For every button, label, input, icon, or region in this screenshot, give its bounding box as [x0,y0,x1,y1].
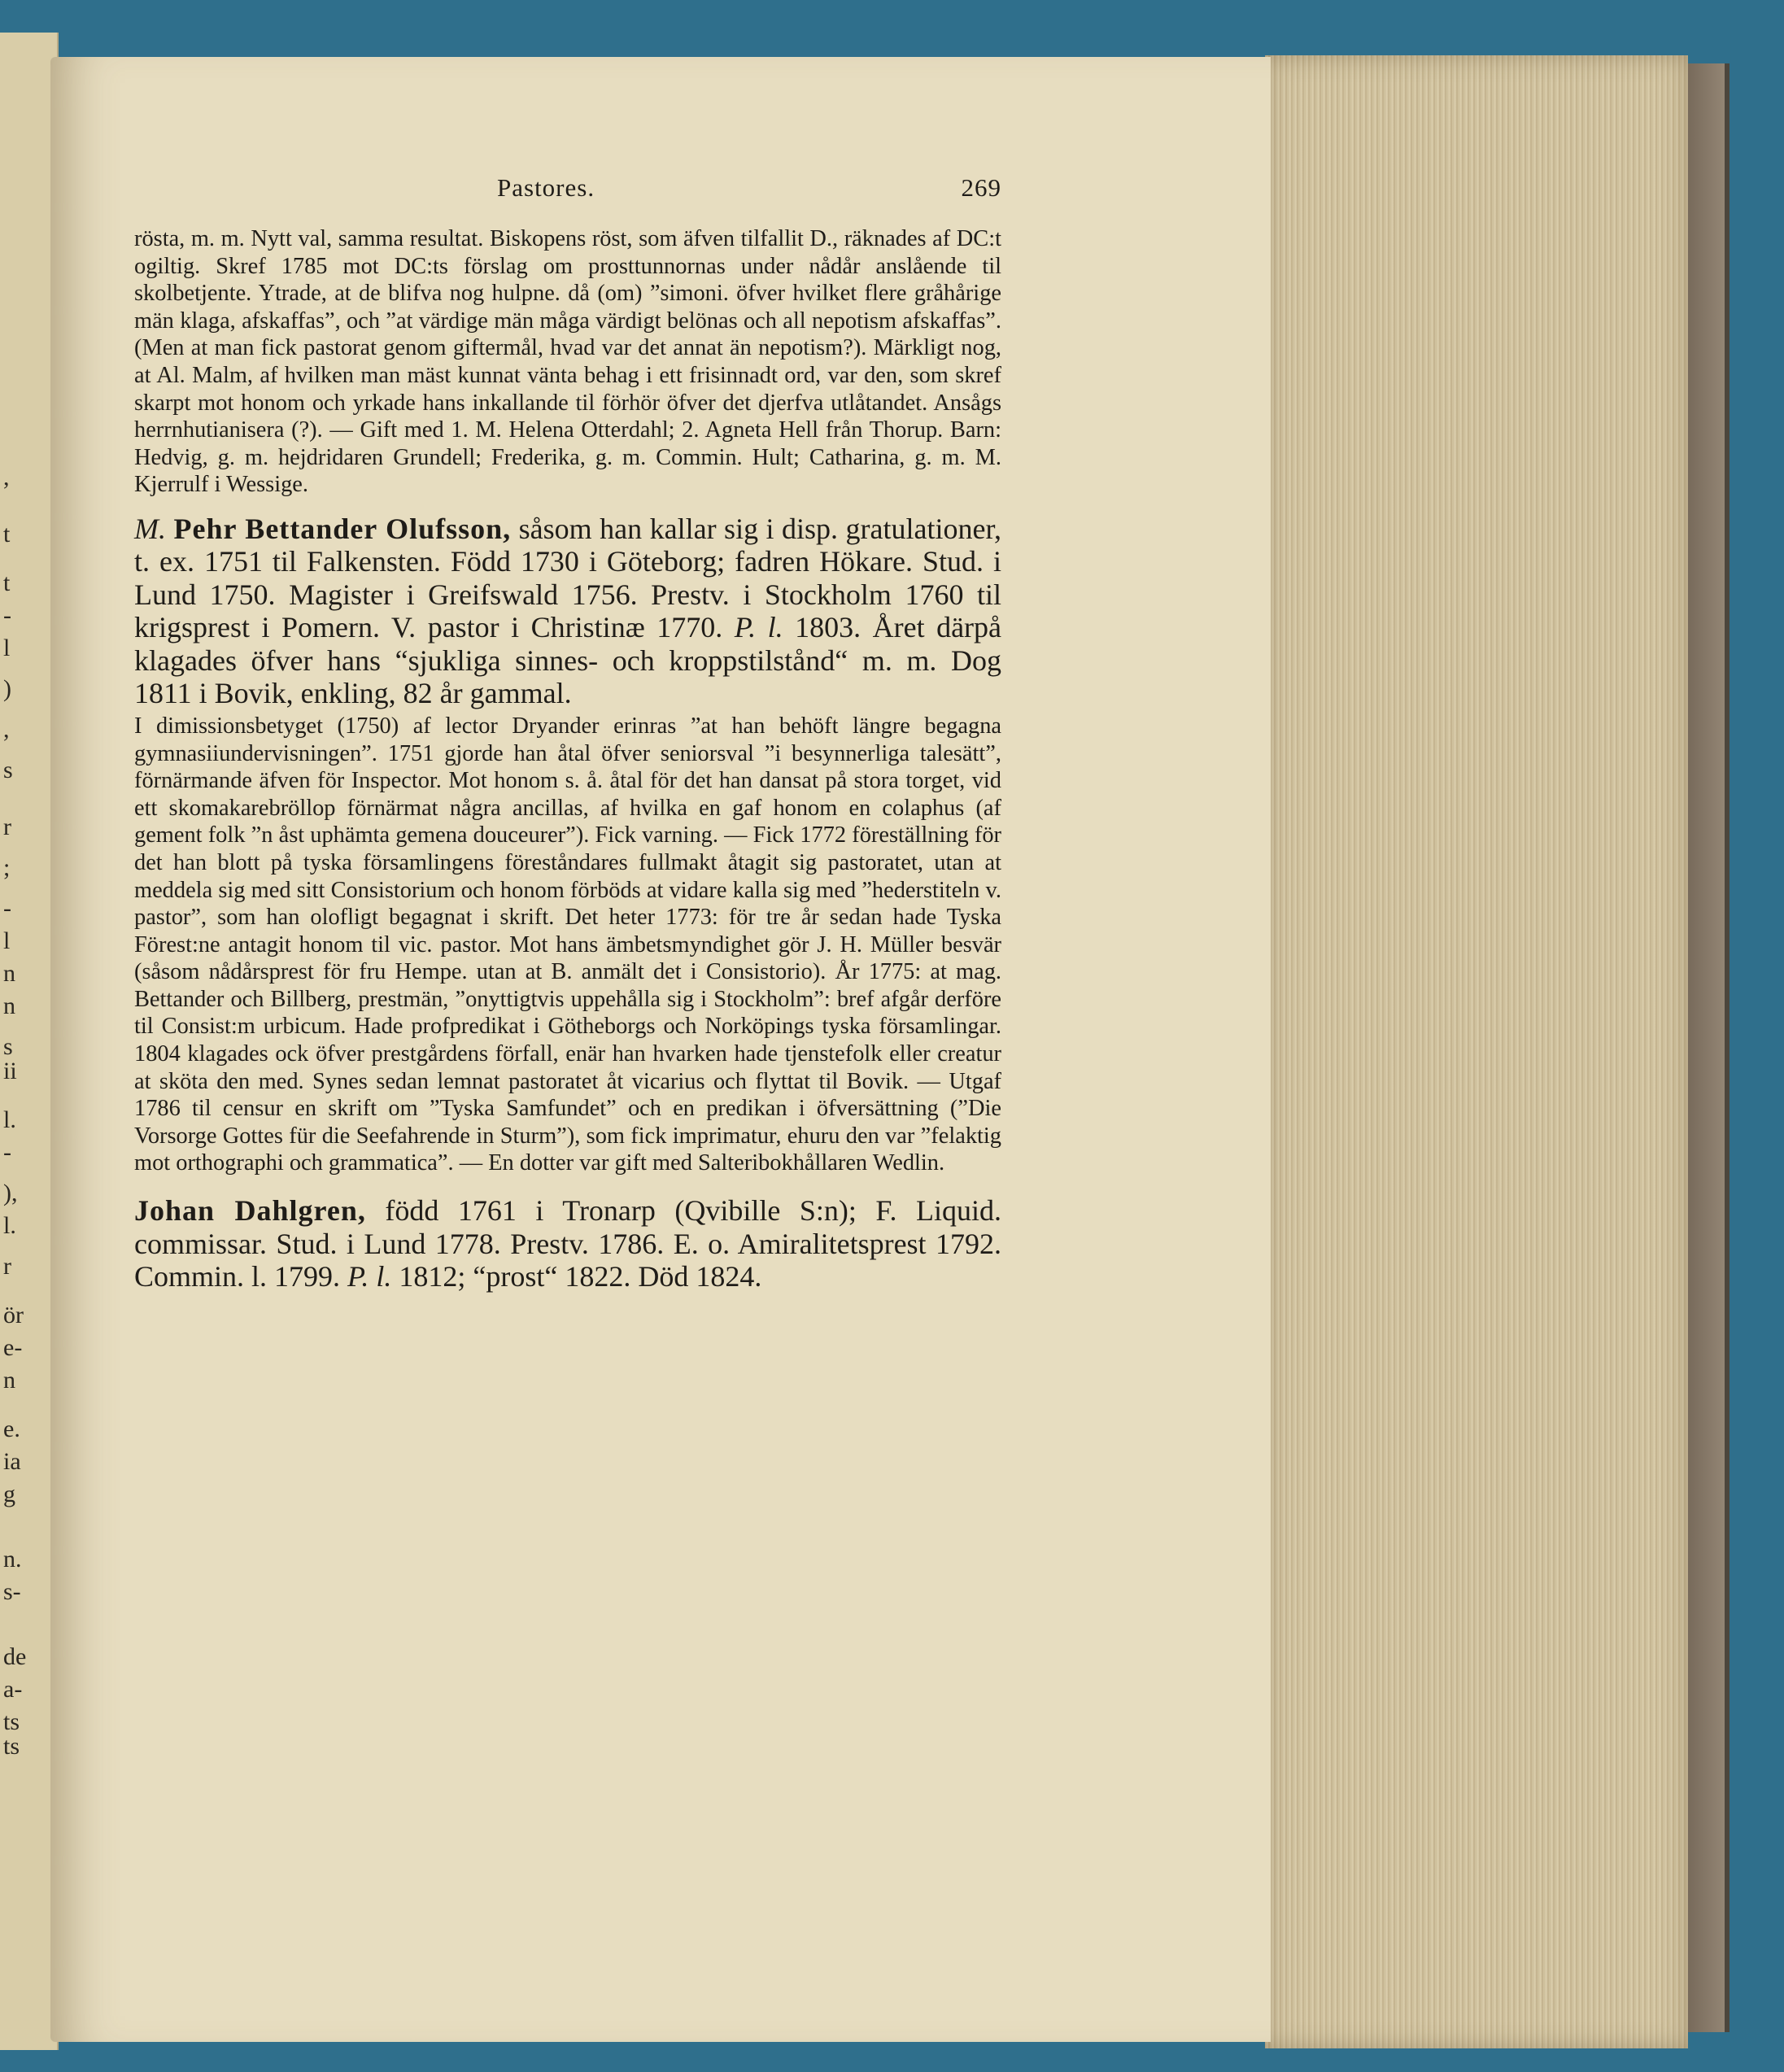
entry-text-2: 1812; “prost“ 1822. Död 1824. [399,1260,762,1293]
margin-fragment: ts [3,1708,20,1735]
entry-text: såsom han kallar sig i disp. gratulationer, t. ex. 1751 til Falkensten. Född 1730 i Göteborg; fadren Hökare. Stud. i Lund 1750. Magister i Greifswald 1756. Prestv. i Stockholm 1760 til krigsprest i Pomern. V. pastor i Christinæ 1770. [134,512,1002,644]
entry-dahlgren [134,1194,1001,1293]
margin-fragment: g [3,1481,15,1507]
margin-fragment: t [3,569,11,596]
margin-fragment: de [3,1643,27,1670]
margin-fragment: ör [3,1302,24,1328]
margin-fragment: l. [3,1106,16,1133]
page-edges [1265,55,1688,2048]
entry-notes: I dimissionsbetyget (1750) af lector Dryander erinras ”at han behöft längre begagna gymnasiiundervisningen”. 1751 gjorde han åtal öfver seniorsval ”i besynnerliga talesätt”, förnärmande äfven för Inspector. Mot honom s. å. åtal för det han dansat på stora torget, vid ett skomakarebröllop förnärmat några ancillas, af hvilka en gaf honom en colaphus (af gement folk ”n åst uphämta gemena douceurer”). Fick varning. — Fick 1772 föreställning för det han blott på tyska församlingens föreståndares fullmakt åtagit sig pastoratet, utan at meddela sig med sitt Consistorium och honom förböds at vidare kalla sig med ”hederstiteln v. pastor”, som han olofligt begagnat i skrift. Det heter 1773: för tre år sedan hade Tyska Förest:ne antagit honom til vic. pastor. Mot hans ämbetsmyndighet gör J. H. Müller besvär (såsom nådårsprest för fru Hempe. utan at B. anmält det i Consistorio). År 1775: at mag. Bettander och Billberg, prestmän, ”onyttigtvis uppehålla sig i Stockholm”: bref afgår derföre til Consist:m urbicum. Hade profpredikat i Götheborgs och Norköpings tyska församlingar. 1804 klagades ock öfver prestgårdens förfall, enär han hvarken hade tjenstefolk eller creatur at sköta den med. Synes sedan lemnat pastoratet åt vicarius och flyttat til Bovik. — Utgaf 1786 til censur en skrift om ”Tyska Samfundet” och en predikan i öfversättning (”Die Vorsorge Gottes für die Seefahrende in Sturm”), som fick imprimatur, ehuru den var ”felaktig mot orthographi och grammatica”. — En dotter var gift med Salteribokhållaren Wedlin. [134,713,1001,1176]
page-header [134,167,1001,216]
margin-fragment: e- [3,1334,23,1361]
margin-fragment: r [3,814,11,840]
page-number: 269 [961,173,1001,202]
entry-text-2: 1803. Året därpå klagades öfver hans “sjukliga sinnes- och kroppstilstånd“ m. m. Dog 1811 i Bovik, enkling, 82 år gammal. [134,611,1002,710]
margin-fragment: ), [3,1180,18,1206]
entry-prefix: M. [134,512,166,545]
entry-name: Pehr Bettander Olufsson, [173,512,512,545]
margin-fragment: , [3,716,10,743]
margin-fragment: - [3,1139,11,1166]
margin-fragment: ii [3,1058,17,1084]
margin-fragment: ; [3,854,11,881]
margin-fragment: s [3,1033,13,1060]
margin-fragment: s- [3,1578,21,1605]
margin-fragment: e. [3,1416,20,1442]
entry-bettander [134,513,1001,710]
margin-fragment: l [3,927,11,954]
entry-name: Johan Dahlgren, [134,1194,366,1228]
margin-fragment: l. [3,1212,16,1239]
margin-fragment: - [3,895,11,922]
running-head: Pastores. [497,173,595,202]
margin-fragment: n [3,960,15,987]
margin-fragment: n [3,992,15,1019]
entry-pl: P. l. [734,611,783,644]
margin-fragment: ) [3,675,11,702]
margin-fragment: a- [3,1676,23,1703]
margin-fragment: l [3,635,11,661]
margin-fragment: n. [3,1546,22,1573]
margin-fragment: ia [3,1448,21,1475]
margin-fragment: r [3,1253,11,1280]
margin-fragment: , [3,464,10,491]
margin-fragment: n [3,1367,15,1394]
margin-fragment: t [3,521,11,547]
entry-text: född 1761 i Tronarp (Qvibille S:n); F. Liquid. commissar. Stud. i Lund 1778. Prestv. 1786. E. o. Amiralitetsprest 1792. Commin. l. 1799. [134,1194,1001,1293]
page-text [134,167,1001,1293]
margin-fragment: s [3,757,13,783]
entry-continuation: rösta, m. m. Nytt val, samma resultat. Biskopens röst, som äfven tilfallit D., räknades af DC:t ogiltig. Skref 1785 mot DC:ts förslag om prosttunnornas under nådår anslående til skolbetjente. Ytrade, at de blifva nog hulpne. då (om) ”simoni. öfver hvilket flere gråhårige män klaga, afskaffas”, och ”at värdige män måga värdigt belönas och all nepotism afskaffas”. (Men at man fick pastorat genom giftermål, hvad var det annat än nepotism?). Märkligt nog, at Al. Malm, af hvilken man mäst kunnat vänta behag i ett frisinnadt ord, var den, som skref skarpt mot honom och yrkade hans inkallande til förhör öfver det djerfva utlåtandet. Ansågs herrnhutianisera (?). — Gift med 1. M. Helena Otterdahl; 2. Agneta Hell från Thorup. Barn: Hedvig, g. m. hejdridaren Grundell; Frederika, g. m. Commin. Hult; Catharina, g. m. M. Kjerrulf i Wessige. [134,226,1001,498]
margin-fragment: - [3,602,11,629]
margin-fragment: ts [3,1733,20,1760]
entry-pl: P. l. [347,1260,392,1293]
